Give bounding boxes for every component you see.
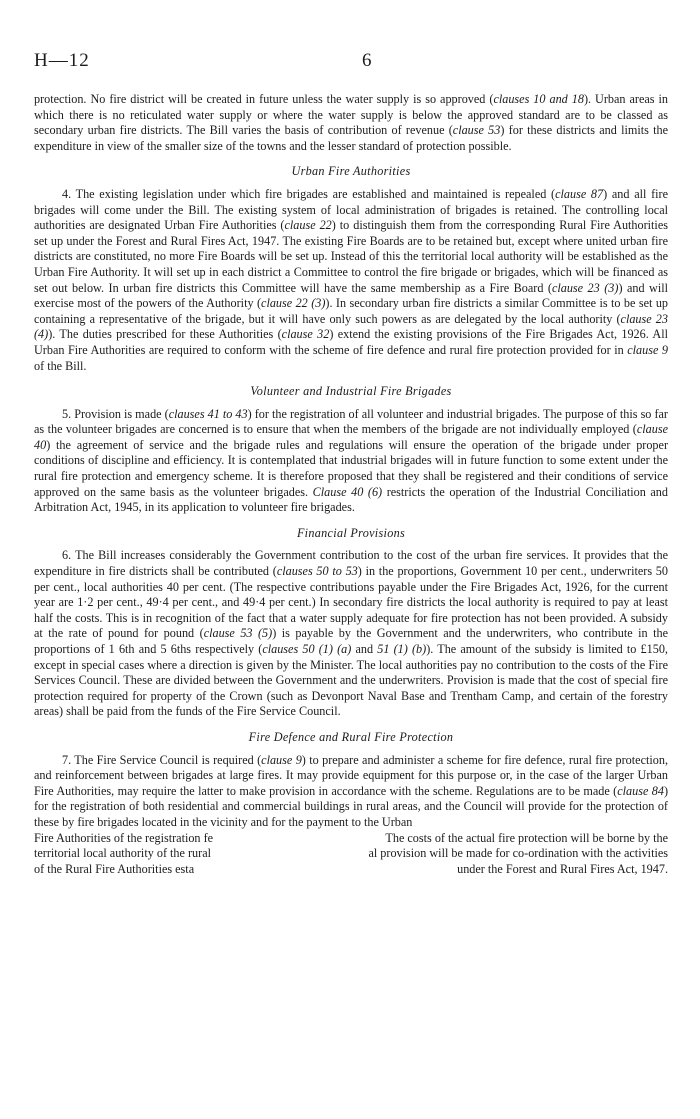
intro-paragraph: protection. No fire district will be created in future unless the water supply is so approved (clauses 10 and 18). Urban areas in which there is no reticulated water supply or where the water supply is below the approved standard are to be classed as secondary urban fire districts. The Bill varies the basis of contribution of revenue (clause 53) for these districts and limits the expenditure in view of the smaller size of the towns and the lesser standard of protection possible. <box>34 92 669 153</box>
tail-line-left: territorial local authority of the rural <box>34 846 211 861</box>
tail-line-left: of the Rural Fire Authorities esta <box>34 861 195 876</box>
tail-line-right: al provision will be made for co-ordination with the activities <box>368 846 668 861</box>
tail-line-left: Fire Authorities of the registration fe <box>34 830 214 845</box>
tail-line-right: The costs of the actual fire protection will be borne by the <box>385 830 668 845</box>
paragraph-6: 6. The Bill increases considerably the Government contribution to the cost of the urban fire services. It provides that the expenditure in fire districts shall be contributed (clauses 50 to 53) in the proportions, Government 10 per cent., underwriters 50 per cent., local authorities 40 per cent. (The respective contributions payable under the Fire Brigades Act, 1926, for the current year are 1·2 per cent., 49·4 per cent., and 49·4 per cent.) In secondary fire districts the local authority is required to pay at least half the costs. This is in recognition of the fact that a water supply adequate for fire protection has not been provided. A subsidy at the rate of pound for pound (clause 53 (5)) is payable by the Government and the underwriters, who contribute in the proportions of 1 6th and 5 6ths respectively (clauses 50 (1) (a) and 51 (1) (b)). The amount of the subsidy is limited to £150, except in special cases where a direction is given by the Minister. The local authorities pay no contribution to the costs of the Fire Services Council. These are divided between the Government and the underwriters. Provision is made that the cost of special fire protection required for property of the Crown (such as Devonport Naval Base and Trentham Camp, and certain of the forestry areas) shall be paid from the funds of the Fire Service Council. <box>34 548 668 719</box>
section-heading-financial-provisions: Financial Provisions <box>296 525 406 540</box>
tail-line <box>34 862 668 878</box>
section-heading-volunteer-industrial: Volunteer and Industrial Fire Brigades <box>250 384 452 399</box>
page-header <box>34 50 666 74</box>
tail-line <box>34 831 668 847</box>
section-heading-urban-fire-authorities: Urban Fire Authorities <box>291 164 411 179</box>
page-number: 6 <box>362 50 372 71</box>
paragraph-5: 5. Provision is made (clauses 41 to 43) for the registration of all volunteer and industrial brigades. The purpose of this so far as the volunteer brigades are concerned is to ensure that when the members of the brigade are not individually employed (clause 40) the agreement of service and the brigade rules and regulations will ensure the operation of the brigade under proper conditions of discipline and efficiency. It is contemplated that industrial brigades will in future function to some extent under the rural fire protection and emergency scheme. It is therefore proposed that they shall be registered and their conditions of service approved on the same basis as the volunteer brigades. Clause 40 (6) restricts the operation of the Industrial Conciliation and Arbitration Act, 1945, in its application to volunteer fire brigades. <box>34 406 668 515</box>
tail-line <box>34 846 668 862</box>
section-heading-fire-defence: Fire Defence and Rural Fire Protection <box>248 729 454 744</box>
document-body <box>34 92 668 877</box>
paragraph-7: 7. The Fire Service Council is required (clause 9) to prepare and administer a scheme for fire defence, rural fire protection, and reinforcement between brigades at large fires. It may provide equipment for this purpose or, in the case of the larger Urban Fire Authorities, may require the latter to make provision in accordance with the scheme. Regulations are to be made (clause 84) for the registration of both residential and commercial buildings in rural areas, and the Council will provide for the protection of these by fire brigades located in the vicinity and for the payment to the Urban <box>34 752 668 829</box>
page-identifier: H—12 <box>34 50 90 71</box>
truncated-final-lines <box>34 831 668 878</box>
paragraph-4: 4. The existing legislation under which fire brigades are established and maintained is repealed (clause 87) and all fire brigades will come under the Bill. The existing system of local administration of brigades is retained. The controlling local authorities are designated Urban Fire Authorities (clause 22) to distinguish them from the corresponding Rural Fire Authorities set up under the Forest and Rural Fires Act, 1947. The existing Fire Boards are to be retained but, except where united urban fire districts are constituted, no more Fire Boards will be set up. Instead of this the territorial local authority will be established as the Urban Fire Authority. It will set up in each district a Committee to control the fire brigade or brigades, which will be financed as set out below. In urban fire districts this Committee will have the same membership as a Fire Board (clause 23 (3)) and will exercise most of the powers of the Authority (clause 22 (3)). In secondary urban fire districts a similar Committee is to be set up containing a representative of the brigade, but it will have only such powers as are delegated by the local authority (clause 23 (4)). The duties prescribed for these Authorities (clause 32) extend the existing provisions of the Fire Brigades Act, 1926. All Urban Fire Authorities are required to conform with the scheme of fire defence and rural fire protection provided for in clause 9 of the Bill. <box>34 186 669 373</box>
tail-line-right: under the Forest and Rural Fires Act, 1947. <box>457 861 668 876</box>
